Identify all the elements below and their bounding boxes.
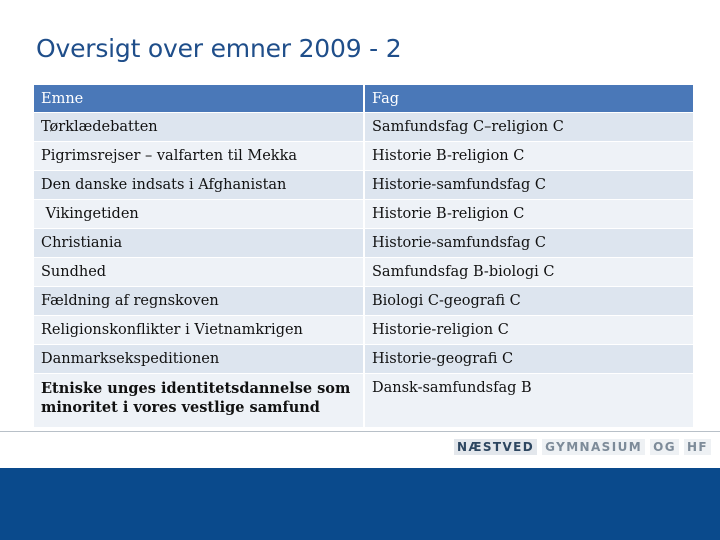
- table-row: [34, 171, 693, 200]
- table-row: [34, 345, 693, 374]
- cell-emne: Den danske indsats i Afghanistan: [34, 171, 365, 200]
- cell-emne: Danmarksekspeditionen: [34, 345, 365, 374]
- cell-fag: Historie B-religion C: [365, 200, 693, 229]
- footer-divider: [0, 431, 720, 432]
- cell-emne: Tørklædebatten: [34, 113, 365, 142]
- logo-text-gymnasium: GYMNASIUM: [542, 439, 645, 455]
- footer-band: [0, 468, 720, 540]
- table-row: [34, 142, 693, 171]
- table-row: [34, 374, 693, 428]
- cell-fag: Historie-religion C: [365, 316, 693, 345]
- topic-table: [34, 85, 693, 428]
- cell-emne: Religionskonflikter i Vietnamkrigen: [34, 316, 365, 345]
- logo-text-og: OG: [650, 439, 679, 455]
- logo-text-hf: HF: [684, 439, 711, 455]
- cell-emne: Christiania: [34, 229, 365, 258]
- table-row: [34, 287, 693, 316]
- table-row: [34, 229, 693, 258]
- cell-emne: Sundhed: [34, 258, 365, 287]
- table-row: [34, 258, 693, 287]
- slide-title: Oversigt over emner 2009 - 2: [36, 34, 402, 63]
- table-row: [34, 113, 693, 142]
- cell-fag: Biologi C-geografi C: [365, 287, 693, 316]
- school-logo: [454, 439, 711, 455]
- cell-fag: Dansk-samfundsfag B: [365, 374, 693, 428]
- cell-emne: Fældning af regnskoven: [34, 287, 365, 316]
- logo-text-naestved: NÆSTVED: [454, 439, 537, 455]
- table-header-row: [34, 85, 693, 113]
- cell-fag: Samfundsfag C–religion C: [365, 113, 693, 142]
- column-header-emne: Emne: [34, 85, 365, 113]
- table-row: [34, 316, 693, 345]
- cell-fag: Historie-samfundsfag C: [365, 171, 693, 200]
- cell-fag: Samfundsfag B-biologi C: [365, 258, 693, 287]
- cell-emne: Pigrimsrejser – valfarten til Mekka: [34, 142, 365, 171]
- cell-fag: Historie-geografi C: [365, 345, 693, 374]
- cell-fag: Historie B-religion C: [365, 142, 693, 171]
- cell-emne: Vikingetiden: [34, 200, 365, 229]
- table-row: [34, 200, 693, 229]
- column-header-fag: Fag: [365, 85, 693, 113]
- cell-emne: Etniske unges identitetsdannelse som minoritet i vores vestlige samfund: [34, 374, 365, 428]
- cell-fag: Historie-samfundsfag C: [365, 229, 693, 258]
